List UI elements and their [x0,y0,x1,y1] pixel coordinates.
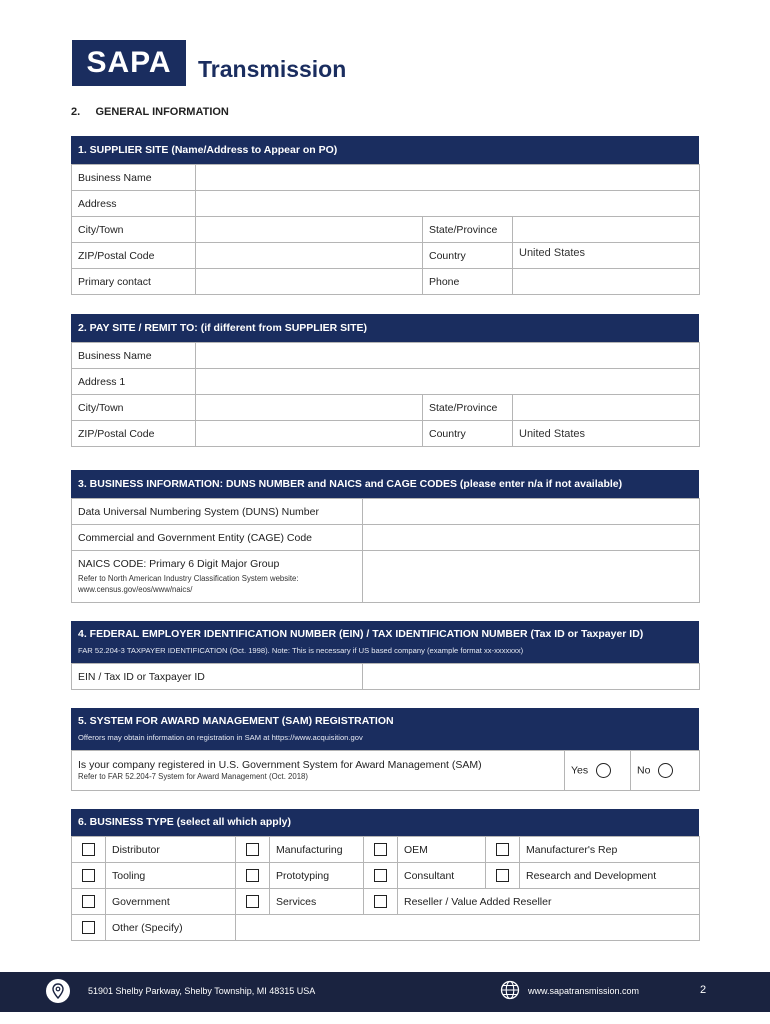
primary-contact-label: Primary contact [72,269,196,295]
government-label: Government [106,889,236,915]
phone-label: Phone [423,269,513,295]
other-label: Other (Specify) [106,915,236,941]
footer-website: www.sapatransmission.com [528,986,640,996]
section-heading: 2. GENERAL INFORMATION [71,106,229,118]
page-footer [0,972,770,1012]
other-checkbox[interactable] [82,921,95,934]
mfr-rep-checkbox-cell[interactable] [486,837,520,863]
prototyping-checkbox[interactable] [246,869,259,882]
sam-no-option[interactable] [631,751,700,791]
manufacturing-label: Manufacturing [270,837,364,863]
oem-checkbox[interactable] [374,843,387,856]
pay-business-name-label: Business Name [72,343,196,369]
pay-country-value: United States [519,427,586,440]
business-type-section [71,809,699,941]
reseller-label: Reseller / Value Added Reseller [398,889,700,915]
prototyping-label: Prototyping [270,863,364,889]
pay-zip-field[interactable] [196,421,423,447]
sam-question-cell [72,751,565,791]
rnd-checkbox[interactable] [496,869,509,882]
footer-address: 51901 Shelby Parkway, Shelby Township, MI 48315 USA [88,986,316,996]
distributor-label: Distributor [106,837,236,863]
other-checkbox-cell[interactable] [72,915,106,941]
globe-icon [500,980,520,1000]
pay-business-name-field[interactable] [196,343,700,369]
business-type-header: 6. BUSINESS TYPE (select all which apply) [71,809,699,836]
business-info-header: 3. BUSINESS INFORMATION: DUNS NUMBER and NAICS and CAGE CODES (please enter n/a if not available) [71,470,699,498]
reseller-checkbox[interactable] [374,895,387,908]
address-field[interactable] [196,191,700,217]
services-checkbox[interactable] [246,895,259,908]
rnd-label: Research and Development [520,863,700,889]
business-name-field[interactable] [196,165,700,191]
cage-field[interactable] [363,525,700,551]
government-checkbox-cell[interactable] [72,889,106,915]
sam-subtitle: Offerors may obtain information on registration in SAM at https://www.acquisition.gov [78,733,363,742]
sam-yes-option[interactable] [565,751,631,791]
ein-header: 4. FEDERAL EMPLOYER IDENTIFICATION NUMBER (EIN) / TAX IDENTIFICATION NUMBER (Tax ID or Taxpayer ID) FAR 52.204-3 TAXPAYER IDENTIFICATION (Oct. 1998). Note: This is necessary if US based company (example format xx-xxxxxxx) [71,621,699,663]
consultant-checkbox-cell[interactable] [364,863,398,889]
supplier-site-section [71,136,699,295]
pay-country-label: Country [423,421,513,447]
consultant-checkbox[interactable] [374,869,387,882]
cage-label: Commercial and Government Entity (CAGE) Code [72,525,363,551]
pay-site-header: 2. PAY SITE / REMIT TO: (if different from SUPPLIER SITE) [71,314,699,342]
pay-state-label: State/Province [423,395,513,421]
oem-checkbox-cell[interactable] [364,837,398,863]
zip-label: ZIP/Postal Code [72,243,196,269]
services-checkbox-cell[interactable] [236,889,270,915]
naics-label: NAICS CODE: Primary 6 Digit Major Group [78,558,280,570]
rnd-checkbox-cell[interactable] [486,863,520,889]
duns-field[interactable] [363,499,700,525]
business-info-section [71,470,699,603]
business-name-label: Business Name [72,165,196,191]
country-label: Country [423,243,513,269]
tooling-checkbox[interactable] [82,869,95,882]
other-specify-field[interactable] [236,915,700,941]
company-logo [72,40,346,86]
ein-field[interactable] [363,664,700,690]
naics-note: Refer to North American Industry Classification System website: [78,574,299,583]
state-label: State/Province [423,217,513,243]
city-label: City/Town [72,217,196,243]
no-radio[interactable] [658,763,673,778]
no-label: No [637,764,651,777]
logo-wordmark: Transmission [198,55,347,82]
supplier-site-header: 1. SUPPLIER SITE (Name/Address to Appear on PO) [71,136,699,164]
sam-header: 5. SYSTEM FOR AWARD MANAGEMENT (SAM) REGISTRATION Offerors may obtain information on registration in SAM at https://www.acquisition.gov [71,708,699,750]
pay-city-label: City/Town [72,395,196,421]
manufacturing-checkbox[interactable] [246,843,259,856]
distributor-checkbox[interactable] [82,843,95,856]
address-label: Address [72,191,196,217]
sam-question: Is your company registered in U.S. Government System for Award Management (SAM) [78,759,482,771]
sam-section [71,708,699,791]
ein-label: EIN / Tax ID or Taxpayer ID [72,664,363,690]
duns-label: Data Universal Numbering System (DUNS) Number [72,499,363,525]
mfr-rep-checkbox[interactable] [496,843,509,856]
country-value: United States [519,247,586,259]
logo-box: SAPA [72,40,186,86]
tooling-label: Tooling [106,863,236,889]
pay-site-section [71,314,699,447]
naics-link: www.census.gov/eos/www/naics/ [78,585,193,594]
services-label: Services [270,889,364,915]
naics-label-cell [72,551,363,603]
mfr-rep-label: Manufacturer's Rep [520,837,700,863]
pay-state-field[interactable] [513,395,700,421]
tooling-checkbox-cell[interactable] [72,863,106,889]
primary-contact-field[interactable] [196,269,423,295]
government-checkbox[interactable] [82,895,95,908]
zip-field[interactable] [196,243,423,269]
country-field[interactable] [513,243,700,269]
pay-address-field[interactable] [196,369,700,395]
pay-city-field[interactable] [196,395,423,421]
naics-field[interactable] [363,551,700,603]
pay-country-field[interactable] [513,421,700,447]
consultant-label: Consultant [398,863,486,889]
ein-section [71,621,699,690]
oem-label: OEM [398,837,486,863]
sam-note: Refer to FAR 52.204-7 System for Award Management (Oct. 2018) [78,772,308,781]
ein-subtitle: FAR 52.204-3 TAXPAYER IDENTIFICATION (Oct. 1998). Note: This is necessary if US based company (example format xx-xxxxxxx) [78,646,524,655]
page-number: 2 [700,984,707,996]
prototyping-checkbox-cell[interactable] [236,863,270,889]
manufacturing-checkbox-cell[interactable] [236,837,270,863]
city-field[interactable] [196,217,423,243]
reseller-checkbox-cell[interactable] [364,889,398,915]
state-field[interactable] [513,217,700,243]
distributor-checkbox-cell[interactable] [72,837,106,863]
yes-radio[interactable] [596,763,611,778]
yes-label: Yes [571,764,589,777]
pay-address-label: Address 1 [72,369,196,395]
phone-field[interactable] [513,269,700,295]
pay-zip-label: ZIP/Postal Code [72,421,196,447]
location-pin-icon [46,979,70,1003]
